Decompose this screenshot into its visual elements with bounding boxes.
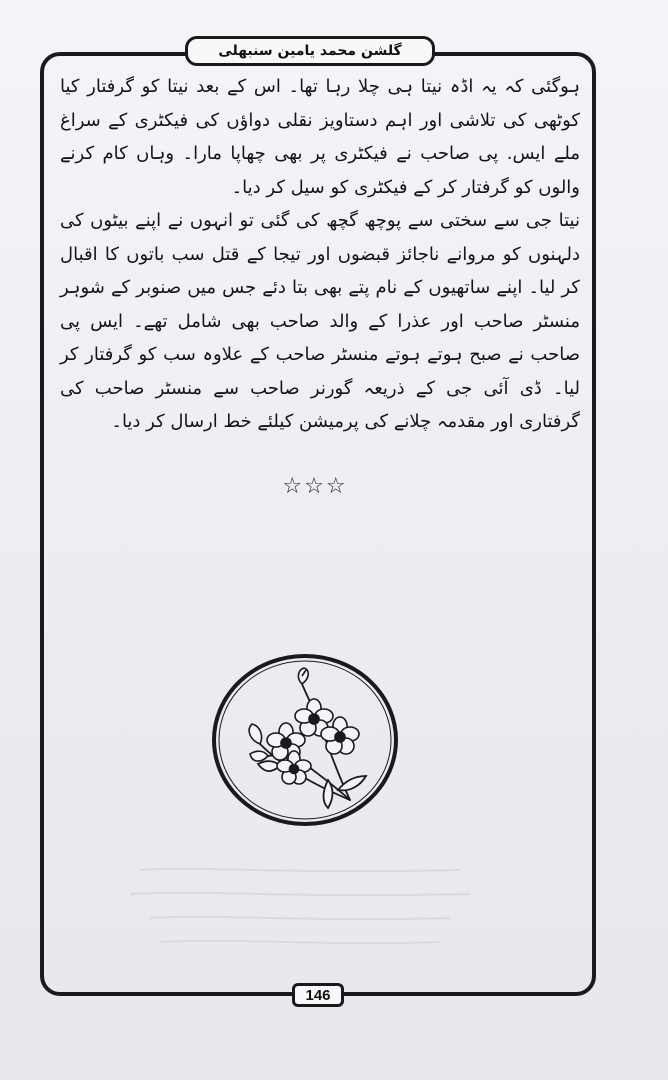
body-text — [60, 70, 580, 439]
faint-bleedthrough-lines — [120, 860, 480, 960]
page-number-box — [292, 983, 344, 1007]
section-separator-stars: ☆☆☆ — [282, 474, 348, 499]
floral-emblem-icon — [210, 652, 400, 828]
running-header-title: گلشن محمد یامین سنبھلی — [218, 43, 402, 59]
paragraph-1: ہوگئی کہ یہ اڈہ نیتا ہی چلا رہا تھا۔ اس کے بعد نیتا کو گرفتار کیا کوٹھی کی تلاشی اور اہم دستاویز نقلی دواؤں کی فیکٹری کے سراغ ملے ایس. پی صاحب نے فیکٹری پر بھی چھاپا مارا۔ وہاں کام کرنے والوں کو گرفتار کر کے فیکٹری کو سیل کر دیا۔ — [60, 76, 580, 198]
running-header — [185, 36, 435, 66]
page-number: 146 — [305, 986, 331, 1004]
paragraph-2: نیتا جی سے سختی سے پوچھ گچھ کی گئی تو انہوں نے اپنے بیٹوں کی دلہنوں کو مروانے ناجائز قبضوں اور تیجا کے قتل سب باتوں کا اقبال کر لیا۔ اپنے ساتھیوں کے نام پتے بھی بتا دئے جس میں صنوبر کے شوہر منسٹر صاحب اور عذرا کے والد صاحب بھی شامل تھے۔ ایس پی صاحب نے صبح ہوتے ہوتے منسٹر صاحب کے علاوہ سب کو گرفتار کر لیا۔ ڈی آئی جی کے ذریعہ گورنر صاحب سے منسٹر صاحب کی گرفتاری اور مقدمہ چلانے کی پرمیشن کیلئے خط ارسال کر دیا۔ — [60, 210, 580, 432]
